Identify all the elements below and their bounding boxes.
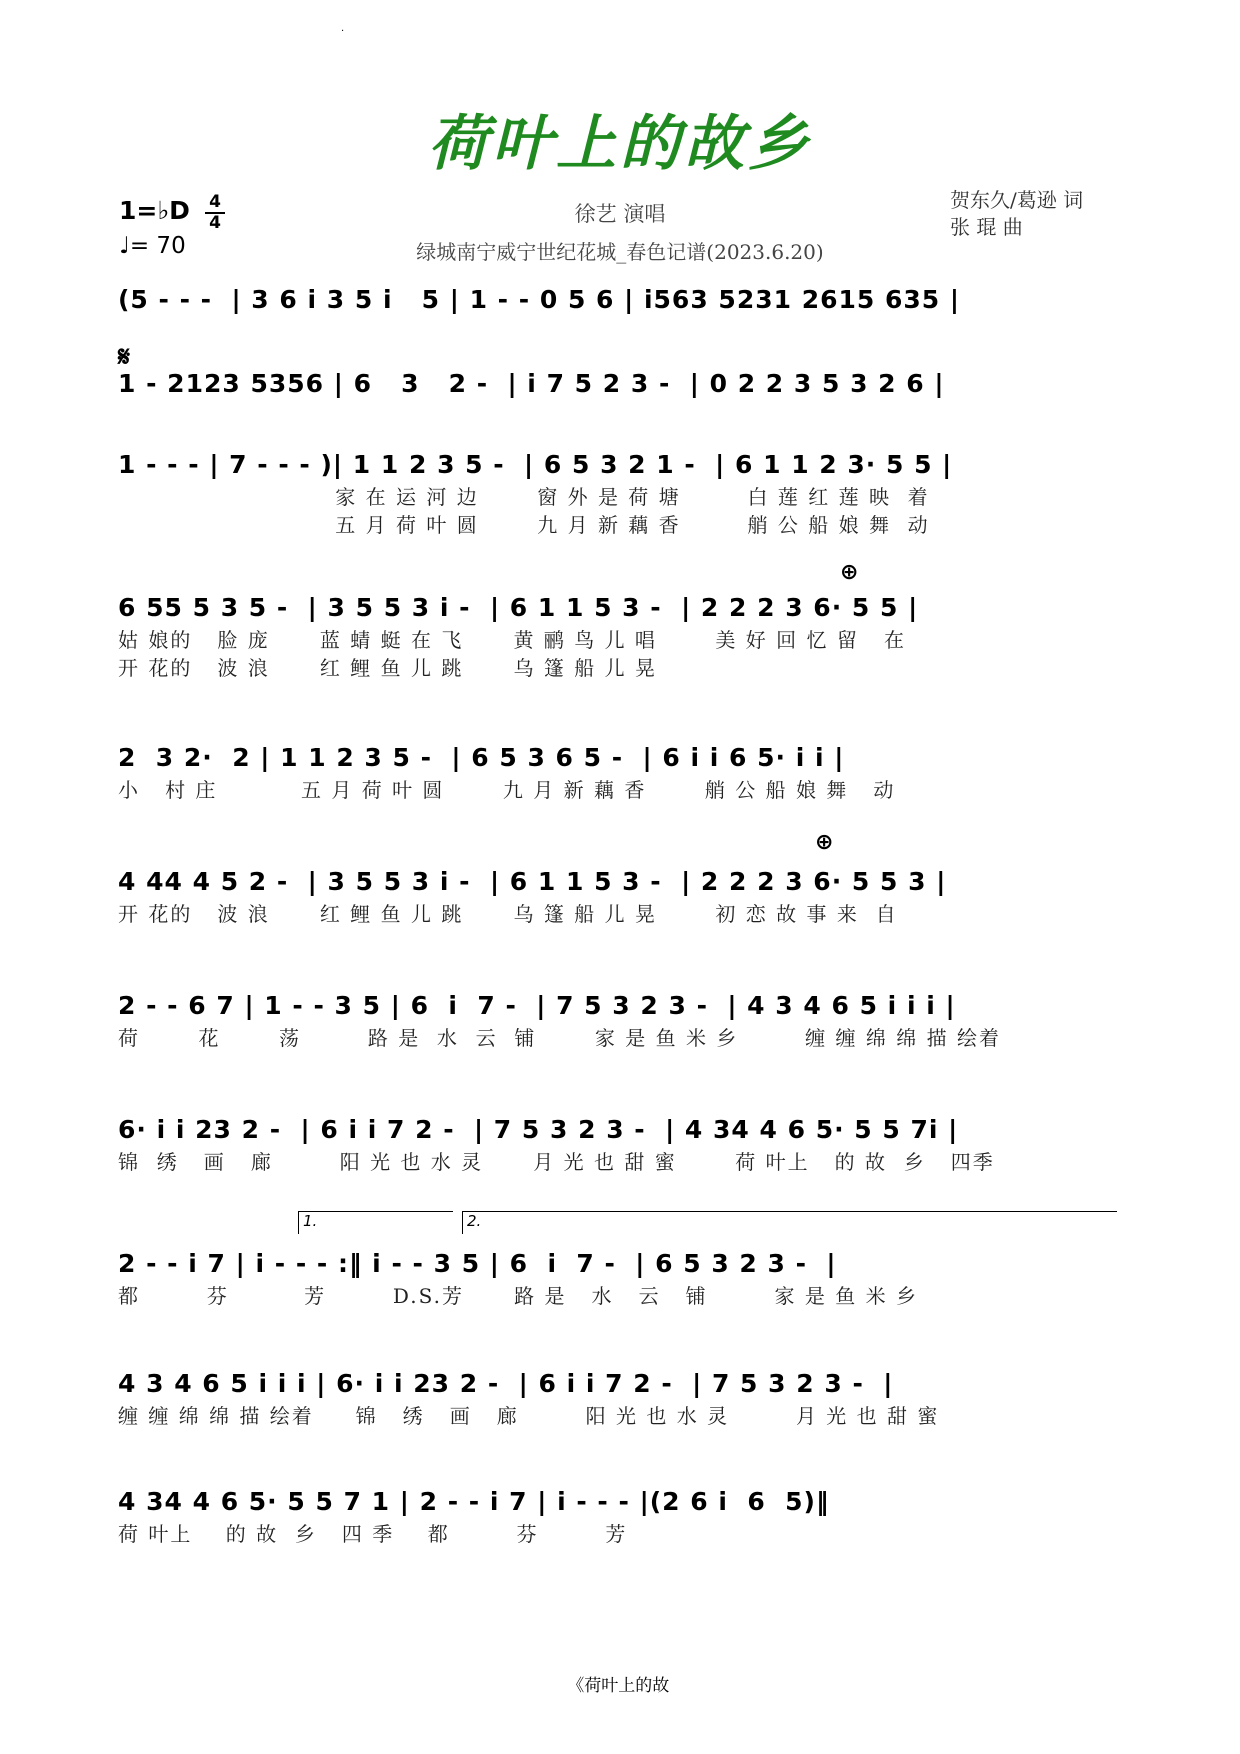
page-mark: ·	[341, 26, 345, 37]
lyric-verse-1: 姑 娘的 脸 庞 蓝 蜻 蜓 在 飞 黄 鹂 鸟 儿 唱 美 好 回 忆 留 在	[118, 628, 906, 652]
key-signature: 1=♭D	[119, 196, 190, 225]
time-signature-top: 4	[209, 192, 221, 212]
coda-sign-2: ⊕	[815, 830, 834, 855]
song-title: 荷叶上的故乡	[428, 109, 812, 179]
notation-line: 1 - - - | 7 - - - )| 1 1 2 3 5 - | 6 5 3 2 1 - | 6 1 1 2 3· 5 5 |	[118, 450, 953, 479]
score-system-4	[118, 590, 1124, 682]
score-system-9	[118, 1246, 1124, 1310]
notation-line: 4 44 4 5 2 - | 3 5 5 3 i - | 6 1 1 5 3 - | 2 2 2 3 6· 5 5 3 |	[118, 867, 947, 896]
notation-line: 4 3 4 6 5 i i i | 6· i i 23 2 - | 6 i i 7 2 - | 7 5 3 2 3 - |	[118, 1369, 894, 1398]
score-system-10	[118, 1366, 1124, 1430]
volta-first-ending: 1.	[298, 1211, 453, 1234]
score-system-8	[118, 1112, 1124, 1176]
volta-second-ending: 2.	[462, 1211, 1117, 1234]
lyric-verse-2: 开 花的 波 浪 红 鲤 鱼 儿 跳 乌 篷 船 儿 晃	[118, 656, 657, 680]
transcription-source: 绿城南宁威宁世纪花城_春色记谱(2023.6.20)	[416, 240, 824, 264]
lyric-line: 缠 缠 绵 绵 描 绘着 锦 绣 画 廊 阳 光 也 水 灵 月 光 也 甜 蜜	[118, 1404, 940, 1428]
lyric-line: 荷 叶上 的 故 乡 四 季 都 芬 芳	[118, 1522, 628, 1546]
coda-sign-1: ⊕	[840, 560, 859, 585]
notation-line: 6 55 5 3 5 - | 3 5 5 3 i - | 6 1 1 5 3 - | 2 2 2 3 6· 5 5 |	[118, 593, 919, 622]
notation-line: 2 - - i 7 | i - - - :‖ i - - 3 5 | 6 i 7 - | 6 5 3 2 3 - |	[118, 1249, 837, 1278]
performer-credit: 徐艺 演唱	[574, 202, 666, 226]
score-system-2	[118, 366, 1124, 402]
segno-sign: 𝄋	[118, 340, 131, 373]
tempo-marking: ♩= 70	[119, 233, 186, 259]
lyricist-credit: 贺东久/葛逊 词	[950, 188, 1084, 212]
score-system-6	[118, 864, 1124, 928]
score-system-1	[118, 282, 1124, 318]
notation-line: 2 3 2· 2 | 1 1 2 3 5 - | 6 5 3 6 5 - | 6 i i 6 5· i i |	[118, 743, 845, 772]
lyric-line: 小 村 庄 五 月 荷 叶 圆 九 月 新 藕 香 艄 公 船 娘 舞 动	[118, 778, 896, 802]
composer-credit: 张 琨 曲	[950, 215, 1023, 239]
score-system-11	[118, 1484, 1124, 1548]
notation-line: 1 - 2123 5356 | 6 3 2 - | i 7 5 2 3 - | 0 2 2 3 5 3 2 6 |	[118, 369, 945, 398]
lyric-verse-2: 五 月 荷 叶 圆 九 月 新 藕 香 艄 公 船 娘 舞 动	[118, 513, 930, 537]
lyric-verse-1: 家 在 运 河 边 窗 外 是 荷 塘 白 莲 红 莲 映 着	[118, 485, 930, 509]
lyric-line: 都 芬 芳 D.S.芳 路 是 水 云 铺 家 是 鱼 米 乡	[118, 1284, 918, 1308]
score-system-5	[118, 740, 1124, 804]
notation-line: 6· i i 23 2 - | 6 i i 7 2 - | 7 5 3 2 3 - | 4 34 4 6 5· 5 5 7i |	[118, 1115, 959, 1144]
lyric-line: 开 花的 波 浪 红 鲤 鱼 儿 跳 乌 篷 船 儿 晃 初 恋 故 事 来 自	[118, 902, 898, 926]
time-signature-bottom: 4	[209, 213, 221, 233]
notation-line: 4 34 4 6 5· 5 5 7 1 | 2 - - i 7 | i - - - |(2 6 i 6 5)‖	[118, 1487, 830, 1516]
lyric-line: 锦 绣 画 廊 阳 光 也 水 灵 月 光 也 甜 蜜 荷 叶上 的 故 乡 四季	[118, 1150, 995, 1174]
score-system-3	[118, 447, 1124, 539]
notation-line: 2 - - 6 7 | 1 - - 3 5 | 6 i 7 - | 7 5 3 2 3 - | 4 3 4 6 5 i i i |	[118, 991, 956, 1020]
notation-line: (5 - - - | 3 6 i 3 5 i 5 | 1 - - 0 5 6 | i563 5231 2615 635 |	[118, 285, 961, 314]
score-system-7	[118, 988, 1124, 1052]
page-footer: 《荷叶上的故	[567, 1676, 673, 1696]
lyric-line: 荷 花 荡 路 是 水 云 铺 家 是 鱼 米 乡 缠 缠 绵 绵 描 绘着	[118, 1026, 1001, 1050]
